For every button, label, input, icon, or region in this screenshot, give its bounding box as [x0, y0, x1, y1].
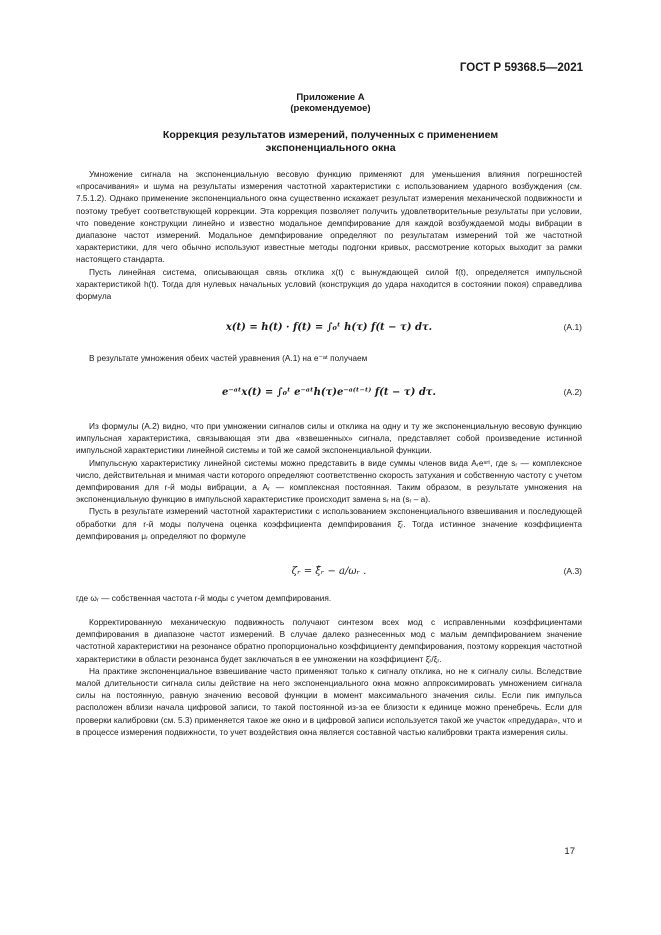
formula-a1 [76, 320, 582, 344]
paragraph: Импульсную характеристику линейной системы можно представить в виде суммы членов вида Aᵣeˢʳᵗ, где sᵣ — комплексное число, действительная и мнимая части которого определяют соответственно скорость затухания и собственную частоту с учетом демпфирования для r-й моды вибрации, а Aᵣ — комплексная постоянная. Таким образом, в результате умножения на экспоненциальную функцию в импульсной характеристике происходит замена sᵣ на (sᵣ – a). [76, 457, 582, 505]
formula-expression: e⁻ᵃᵗx(t) = ∫₀ᵗ e⁻ᵃᵗh(τ)e⁻ᵃ⁽ᵗ⁻ᵗ⁾ f(t − τ) dτ. [221, 387, 437, 398]
appendix-status: (рекомендуемое) [290, 103, 371, 114]
paragraph: Умножение сигнала на экспоненциальную весовую функцию применяют для уменьшения влияния погрешностей «просачивания» и шума на результаты измерения частотной характеристики с использованием ударного возбуждения (см. 7.5.1.2). Однако применение экспоненциального окна существенно искажает результат измерения механической подвижности и поэтому требует соответствующей коррекции. Эта коррекция позволяет получить удовлетворительные результаты при условии, что поведение конструкции линейно и известно модальное демпфирование для каждой возбуждаемой моды вибрации в диапазоне частот измерений. Модальное демпфирование определяют по результатам измерений той же частотной характеристики, для чего обычно используют известные методы подгонки кривых, рассмотрение которых выходит за рамки настоящего стандарта. [76, 169, 582, 265]
paragraph: Корректированную механическую подвижность получают синтезом всех мод с исправленными коэффициентами демпфирования в диапазоне частот измерений. В случае далеко разнесенных мод с малым демпфированием значение частотной характеристики на резонансе обратно пропорционально коэффициенту демпфирования, поэтому коррекция частотной характеристики в области резонанса будет заключаться в ее умножении на коэффициент ξ̂ᵣ/ξᵣ. [76, 617, 582, 664]
standard-number: ГОСТ Р 59368.5—2021 [459, 62, 583, 74]
formula-number: (А.1) [563, 322, 582, 332]
formula-expression: ζᵣ = ξ̂ᵣ − a/ωᵣ . [291, 566, 367, 577]
section-title-line2: экспоненциального окна [265, 142, 396, 154]
paragraph: Пусть линейная система, описывающая связь отклика x(t) с вынуждающей силой f(t), определяется импульсной характеристикой h(t). Тогда для нулевых начальных условий (конструкция до удара находится в состоянии покоя) справедлива формула [76, 266, 582, 302]
text-block-1 [76, 168, 582, 302]
formula-number: (А.3) [563, 566, 582, 576]
text-block-2 [76, 352, 582, 364]
formula-expression: x(t) = h(t) · f(t) = ∫₀ᵗ h(τ) f(t − τ) dτ. [225, 322, 433, 333]
page-number: 17 [564, 846, 575, 857]
formula-a3 [76, 566, 582, 590]
paragraph: На практике экспоненциальное взвешивание часто применяют только к сигналу отклика, но не к сигналу силы. Вследствие малой длительности сигнала силы действие на него экспоненциального окна можно аппроксимировать умножением сигнала силы на постоянную, равную значению весовой функции в момент максимального значения силы. Если пик импульса расположен вблизи начала цифровой записи, то такой постоянной из-за ее близости к единице можно пренебречь. Если для проверки калибровки (см. 5.3) применяется такое же окно и в цифровой записи используется такой же участок «предудара», что и в процессе измерения подвижности, то учет воздействия окна является составной частью калибровки тракта измерения силы. [76, 665, 582, 737]
formula-number: (А.2) [563, 387, 582, 397]
paragraph: В результате умножения обеих частей уравнения (А.1) на e⁻ᵃᵗ получаем [89, 353, 368, 363]
formula-a2 [76, 385, 582, 409]
section-title-line1: Коррекция результатов измерений, полученных с применением [162, 129, 499, 141]
paragraph: где ωᵣ — собственная частота r-й моды с учетом демпфирования. [76, 593, 332, 603]
paragraph: Пусть в результате измерений частотной характеристики с использованием экспоненциального взвешивания и последующей обработки для r-й моды получена оценка коэффициента демпфирования ξ̂ᵣ. Тогда истинное значение коэффициента демпфирования μᵣ определяют по формуле [76, 506, 582, 541]
paragraph: Из формулы (А.2) видно, что при умножении сигналов силы и отклика на одну и ту же экспоненциальную весовую функцию импульсная характеристика, связывающая эти два «взвешенных» сигнала, представляет собой произведение истинной импульсной характеристики линейной системы и той же самой экспоненциальной функции. [76, 421, 582, 456]
text-block-4 [76, 592, 582, 604]
text-block-5 [76, 616, 582, 738]
text-block-3 [76, 420, 582, 542]
appendix-title: Приложение А [296, 92, 365, 103]
